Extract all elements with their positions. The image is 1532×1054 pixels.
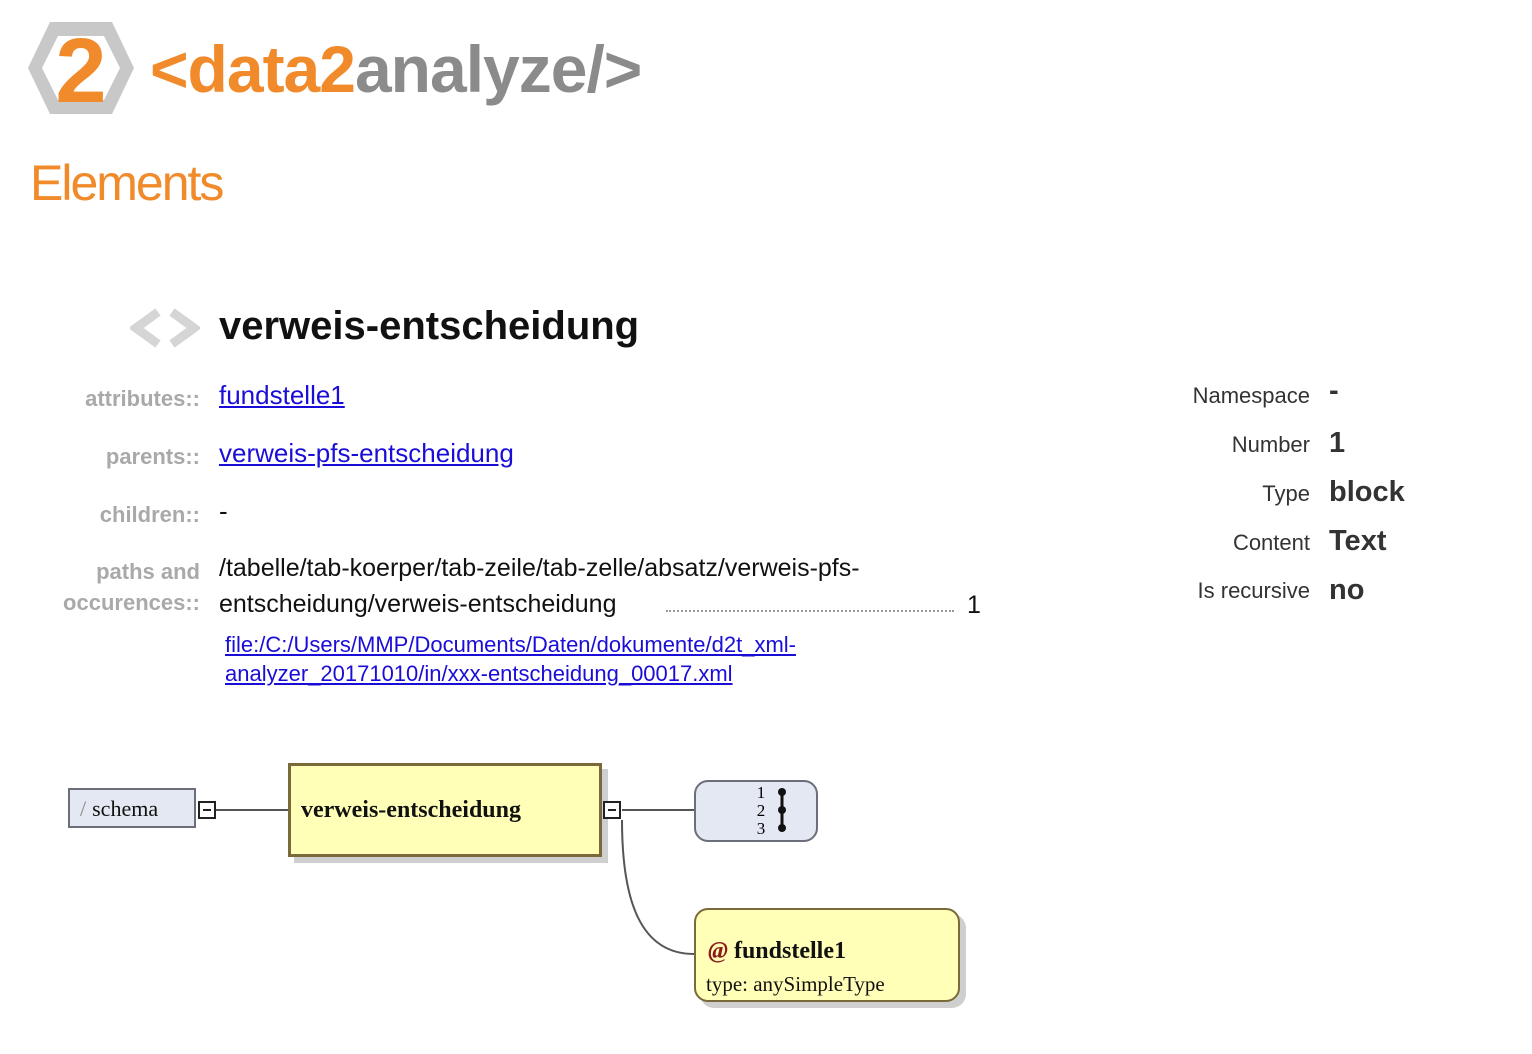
schema-node[interactable] [68, 788, 196, 828]
svg-text:3: 3 [756, 819, 766, 838]
at-symbol-icon: @ [708, 938, 728, 964]
element-node-label: verweis-entscheidung [301, 797, 521, 823]
is-recursive-label: Is recursive [1197, 578, 1310, 603]
attribute-link-fundstelle1[interactable]: fundstelle1 [219, 380, 345, 410]
logo-digit: 2 [55, 22, 107, 114]
element-brackets-icon [130, 306, 200, 350]
attribute-node-name: @ fundstelle1 [708, 938, 846, 964]
attributes-label: attributes:: [85, 386, 200, 411]
sequence-node[interactable] [694, 780, 818, 842]
path-dot-leader [666, 610, 954, 612]
path-value: /tabelle/tab-koerper/tab-zeile/tab-zelle/absatz/verweis-pfs-entscheidung/verweis-entscheidung [219, 554, 860, 618]
attributes-value [219, 378, 345, 412]
content-value: Text [1329, 525, 1387, 557]
schema-slash: / [80, 796, 87, 821]
parents-value [219, 436, 514, 470]
namespace-value: - [1329, 375, 1339, 407]
file-link-container [225, 630, 925, 688]
children-label: children:: [99, 502, 200, 527]
children-value: - [219, 496, 228, 526]
number-value: 1 [1329, 427, 1346, 459]
type-label: Type [1262, 481, 1310, 506]
attribute-node-type: type: anySimpleType [706, 972, 885, 996]
svg-text:1: 1 [756, 783, 766, 802]
element-title: verweis-entscheidung [219, 304, 640, 348]
parent-link-verweis-pfs-entscheidung[interactable]: verweis-pfs-entscheidung [219, 438, 514, 468]
number-label: Number [1231, 432, 1310, 457]
svg-text:2: 2 [756, 801, 766, 820]
schema-node-label: schema [92, 796, 159, 821]
schema-diagram [0, 740, 1000, 1030]
path-count: 1 [967, 591, 981, 619]
element-node[interactable] [288, 763, 602, 857]
sequence-icon [694, 780, 818, 842]
section-title: Elements [30, 155, 223, 211]
collapse-element-icon[interactable] [603, 801, 621, 819]
paths-label-line1: paths and [96, 559, 200, 584]
brand-logo-icon [28, 22, 134, 114]
is-recursive-value: no [1329, 574, 1365, 606]
namespace-label: Namespace [1192, 383, 1310, 408]
paths-label-line2: occurences:: [63, 590, 200, 615]
type-value: block [1329, 476, 1405, 508]
brand-name: <data2analyze/> [150, 32, 642, 106]
attribute-node[interactable] [694, 908, 960, 1002]
parents-label: parents:: [105, 444, 200, 469]
collapse-schema-icon[interactable] [198, 801, 216, 819]
source-file-link[interactable]: file:/C:/Users/MMP/Documents/Daten/dokumente/d2t_xml-analyzer_20171010/in/xxx-entscheidung_00017.xml [225, 632, 796, 686]
content-label: Content [1232, 530, 1310, 555]
